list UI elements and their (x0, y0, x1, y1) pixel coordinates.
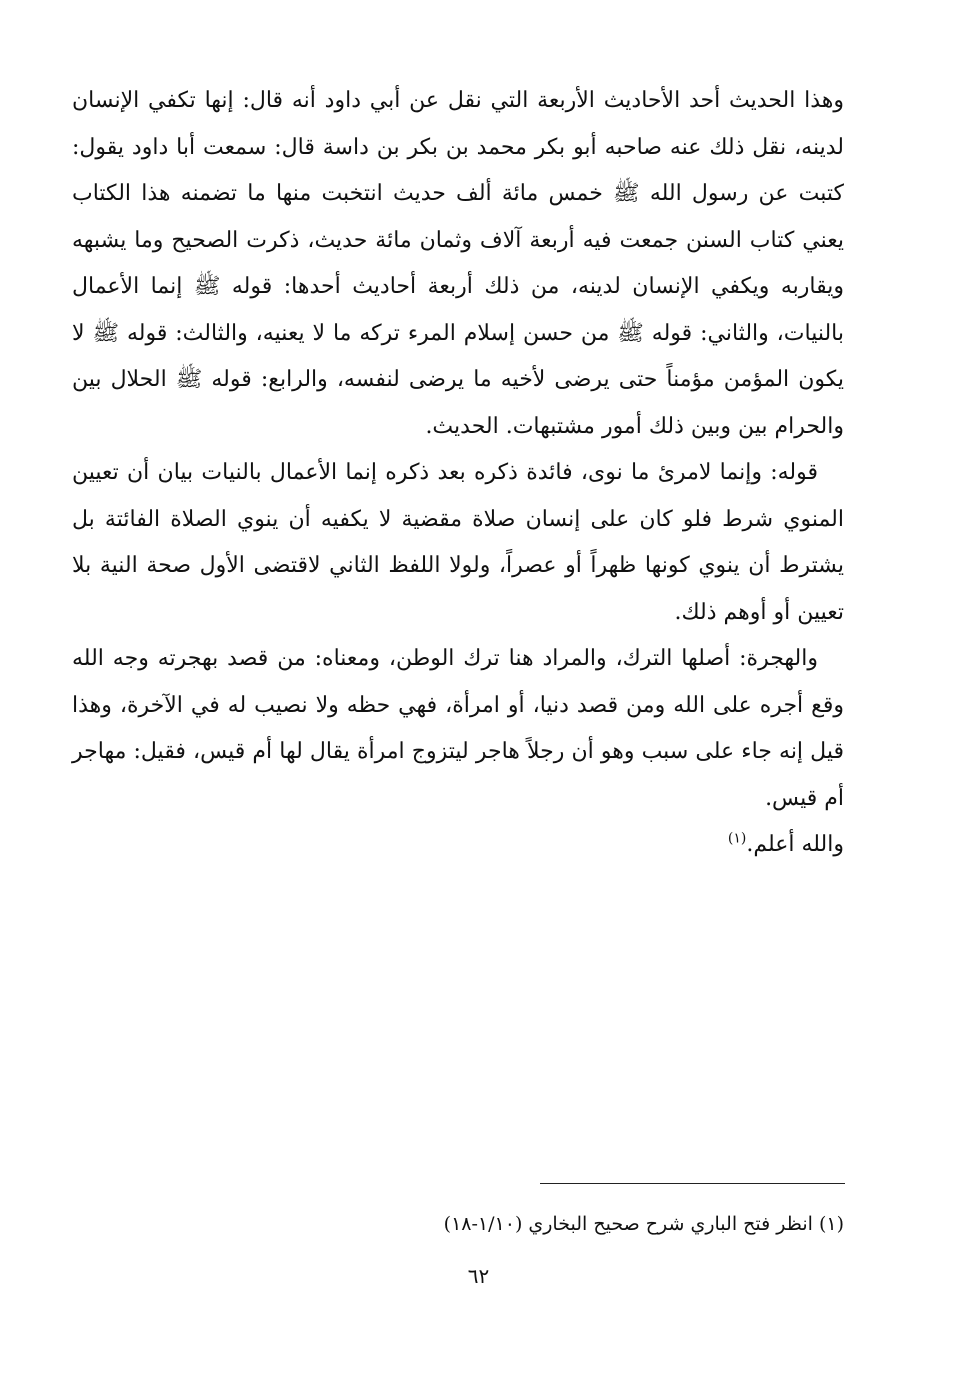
paragraph-niyya: قوله: وإنما لامرئ ما نوى، فائدة ذكره بعد ذكره إنما الأعمال بالنيات بيان أن تعيين المنوي شرط فلو كان على إنسان صلاة مقضية لا يكفيه أن ينوي الصلاة الفائتة بل يشترط أن ينوي كونها ظهراً أو عصراً، ولولا اللفظ الثاني لاقتضى الأول صحة النية بلا تعيين أو أوهم ذلك. (72, 460, 844, 625)
footnote-divider (540, 1183, 845, 1184)
paragraph-hadith-arbaa: وهذا الحديث أحد الأحاديث الأربعة التي نقل عن أبي داود أنه قال: إنها تكفي الإنسان لدينه، نقل ذلك عنه صاحبه أبو بكر محمد بن بكر بن داسة قال: سمعت أبا داود يقول: كتبت عن رسول الله ﷺ خمس مائة ألف حديث انتخبت منها ما تضمنه هذا الكتاب يعني كتاب السنن جمعت فيه أربعة آلاف وثمان مائة حديث، ذكرت الصحيح وما يشبهه ويقاربه ويكفي الإنسان لدينه، من ذلك أربعة أحاديث أحدها: قوله ﷺ إنما الأعمال بالنيات، والثاني: قوله ﷺ من حسن إسلام المرء تركه ما لا يعنيه، والثالث: قوله ﷺ لا يكون المؤمن مؤمناً حتى يرضى لأخيه ما يرضى لنفسه، والرابع: قوله ﷺ الحلال بين والحرام بين وبين ذلك أمور مشتبهات. الحديث. (72, 88, 844, 439)
paragraph-hijra: والهجرة: أصلها الترك، والمراد هنا ترك الوطن، ومعناه: من قصد بهجرته وجه الله وقع أجره على الله ومن قصد دنيا، أو امرأة، فهي حظه ولا نصيب له في الآخرة، وهذا قيل إنه جاء على سبب وهو أن رجلاً هاجر ليتزوج امرأة يقال لها أم قيس، فقيل: مهاجر أم قيس. (72, 646, 844, 811)
closing-line (72, 822, 844, 869)
footnote: (١) انظر فتح الباري شرح صحيح البخاري (١/١٠-١٨) (443, 1213, 844, 1235)
footnote-reference: (١) (727, 830, 747, 847)
page-body (72, 78, 844, 869)
closing-text: والله أعلم. (746, 832, 844, 857)
page-number: ٦٢ (467, 1264, 490, 1288)
